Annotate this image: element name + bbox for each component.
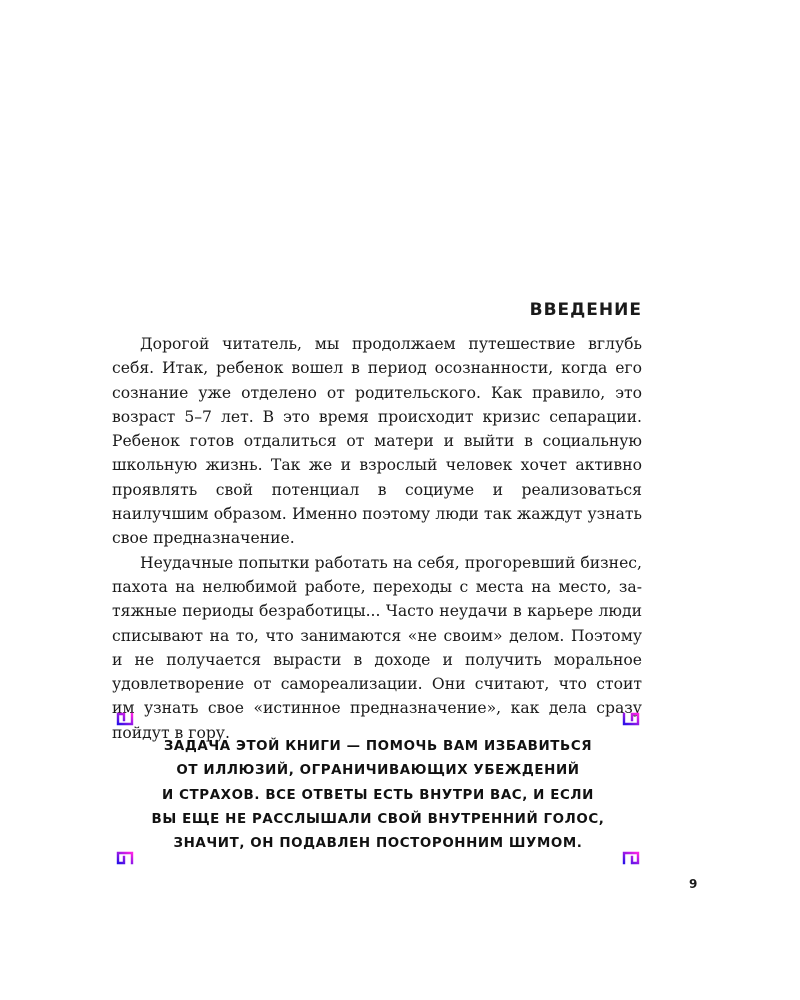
callout-line: ВЫ ЕЩЕ НЕ РАССЛЫШАЛИ СВОЙ ВНУТРЕННИЙ ГОЛОС, <box>151 811 605 827</box>
callout-line: ЗНАЧИТ, ОН ПОДАВЛЕН ПОСТОРОННИМ ШУМОМ. <box>173 836 583 852</box>
callout-text <box>134 735 622 856</box>
paragraph-2: Неудачные попытки работать на себя, прогоревший бизнес, пахота на нелюбимой работе, переходы с места на место, затяжные периоды безработицы... Часто неудачи в карьере люди списывают на то, что занимаются «не своим» делом. Поэтому и не получается вырасти в доходе и получить моральное удовлетворение от самореализации. Они считают, что стоит им узнать свое «истинное предназначение», как дела сразу пойдут в гору. <box>112 553 642 742</box>
body-text <box>112 332 642 745</box>
corner-bottom-right <box>624 853 638 863</box>
callout-line: ЗАДАЧА ЭТОЙ КНИГИ — ПОМОЧЬ ВАМ ИЗБАВИТЬСЯ <box>163 739 593 754</box>
callout-line: И СТРАХОВ. ВСЕ ОТВЕТЫ ЕСТЬ ВНУТРИ ВАС, И ЕСЛИ <box>162 787 594 803</box>
page-number: 9 <box>689 877 698 891</box>
callout-line: ОТ ИЛЛЮЗИЙ, ОГРАНИЧИВАЮЩИХ УБЕЖДЕНИЙ <box>176 763 580 779</box>
corner-top-left <box>118 714 132 724</box>
corner-bottom-left <box>118 853 132 863</box>
paragraph-1: Дорогой читатель, мы продолжаем путешествие вглубь себя. Итак, ребенок вошел в период осознанности, когда его сознание уже отделено от родительского. Как правило, это возраст 5–7 лет. В это время происходит кризис сепарации. Ребенок готов отдалиться от матери и выйти в социальную школьную жизнь. Так же и взрослый человек хочет активно проявлять свой потенциал в социуме и реализоваться наилучшим образом. Именно поэтому люди так жаждут узнать свое предназначение. <box>112 335 642 548</box>
chapter-heading: ВВЕДЕНИЕ <box>529 300 642 320</box>
corner-top-right <box>624 714 638 724</box>
callout-box <box>114 710 642 867</box>
